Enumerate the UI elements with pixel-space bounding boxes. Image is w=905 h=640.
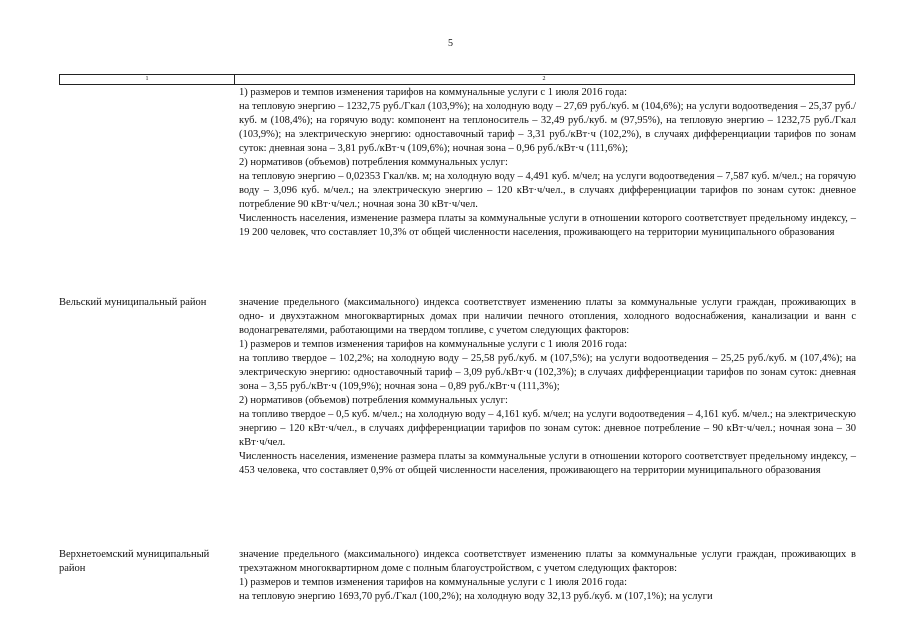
page-number: 5	[448, 38, 453, 49]
paragraph: на тепловую энергию – 0,02353 Гкал/кв. м; на холодную воду – 4,491 куб. м/чел; на услуги водоотведения – 7,587 куб. м/чел.; на горячую воду – 3,096 куб. м/чел.; на электрическую энергию – 120 кВт·ч/чел., в случаях дифференциации тарифов по зонам суток: дневное потребление 90 кВт·ч/чел.; ночная зона 30 кВт·ч/чел.	[239, 171, 856, 210]
district-description	[239, 296, 856, 478]
paragraph: Численность населения, изменение размера платы за коммунальные услуги в отношении которого соответствует предельному индексу, – 19 200 человек, что составляет 10,3% от общей численности населения, проживающего на территории муниципального образования	[239, 213, 856, 238]
district-description	[239, 86, 856, 240]
paragraph: на тепловую энергию – 1232,75 руб./Гкал (103,9%); на холодную воду – 27,69 руб./куб. м (104,6%); на услуги водоотведения – 25,37 руб./куб. м (108,4%); на горячую воду: компонент на теплоноситель – 32,49 руб./куб. м (97,95%), на тепловую энергию – 1232,75 руб./Гкал (103,9%); на электрическую энергию: одноставочный тариф – 3,31 руб./кВт·ч (102,2%), в случаях дифференциации тарифов по зонам суток: дневная зона – 3,81 руб./кВт·ч (109,6%); ночная зона – 0,96 руб./кВт·ч (111,6%);	[239, 101, 856, 154]
paragraph: на тепловую энергию 1693,70 руб./Гкал (100,2%); на холодную воду 32,13 руб./куб. м (107,1%); на услуги	[239, 591, 713, 602]
paragraph: 2) нормативов (объемов) потребления коммунальных услуг:	[239, 395, 508, 406]
district-name: Вельский муниципальный район	[59, 297, 207, 308]
paragraph: 2) нормативов (объемов) потребления коммунальных услуг:	[239, 157, 508, 168]
column-2-header: 2	[542, 76, 546, 82]
table-column-header	[59, 74, 855, 85]
paragraph: на топливо твердое – 0,5 куб. м/чел.; на холодную воду – 4,161 куб. м/чел; на услуги водоотведения – 4,161 куб. м/чел.; на электрическую энергию – 120 кВт·ч/чел., в случаях дифференциации тарифов по зонам суток: дневное потребление – 90 кВт·ч/чел.; ночная зона – 30 кВт·ч/чел.	[239, 409, 856, 448]
district-description	[239, 548, 856, 604]
paragraph: значение предельного (максимального) индекса соответствует изменению платы за коммунальные услуги граждан, проживающих в трехэтажном многоквартирном доме с полным благоустройством, с учетом следующих факторов:	[239, 549, 856, 574]
column-1-header: 1	[60, 75, 235, 84]
paragraph: значение предельного (максимального) индекса соответствует изменению платы за коммунальные услуги граждан, проживающих в одно- и двухэтажном многоквартирных домах при наличии печного отопления, холодного водоснабжения, канализации и ванн с водонагревателями, работающими на твердом топливе, с учетом следующих факторов:	[239, 297, 856, 336]
district-name: Верхнетоемский муниципальный район	[59, 549, 210, 574]
paragraph: 1) размеров и темпов изменения тарифов на коммунальные услуги с 1 июля 2016 года:	[239, 339, 628, 350]
paragraph: 1) размеров и темпов изменения тарифов на коммунальные услуги с 1 июля 2016 года:	[239, 577, 628, 588]
paragraph: 1) размеров и темпов изменения тарифов на коммунальные услуги с 1 июля 2016 года:	[239, 87, 628, 98]
paragraph: на топливо твердое – 102,2%; на холодную воду – 25,58 руб./куб. м (107,5%); на услуги водоотведения – 25,25 руб./куб. м (107,4%); на электрическую энергию: одноставочный тариф – 3,09 руб./кВт·ч (102,3%); в случаях дифференциации тарифов по зонам суток: дневная зона – 3,55 руб./кВт·ч (109,9%); ночная зона – 0,89 руб./кВт·ч (111,3%);	[239, 353, 856, 392]
paragraph: Численность населения, изменение размера платы за коммунальные услуги в отношении которого соответствует предельному индексу, – 453 человека, что составляет 0,9% от общей численности населения, проживающего на территории муниципального образования	[239, 451, 856, 476]
